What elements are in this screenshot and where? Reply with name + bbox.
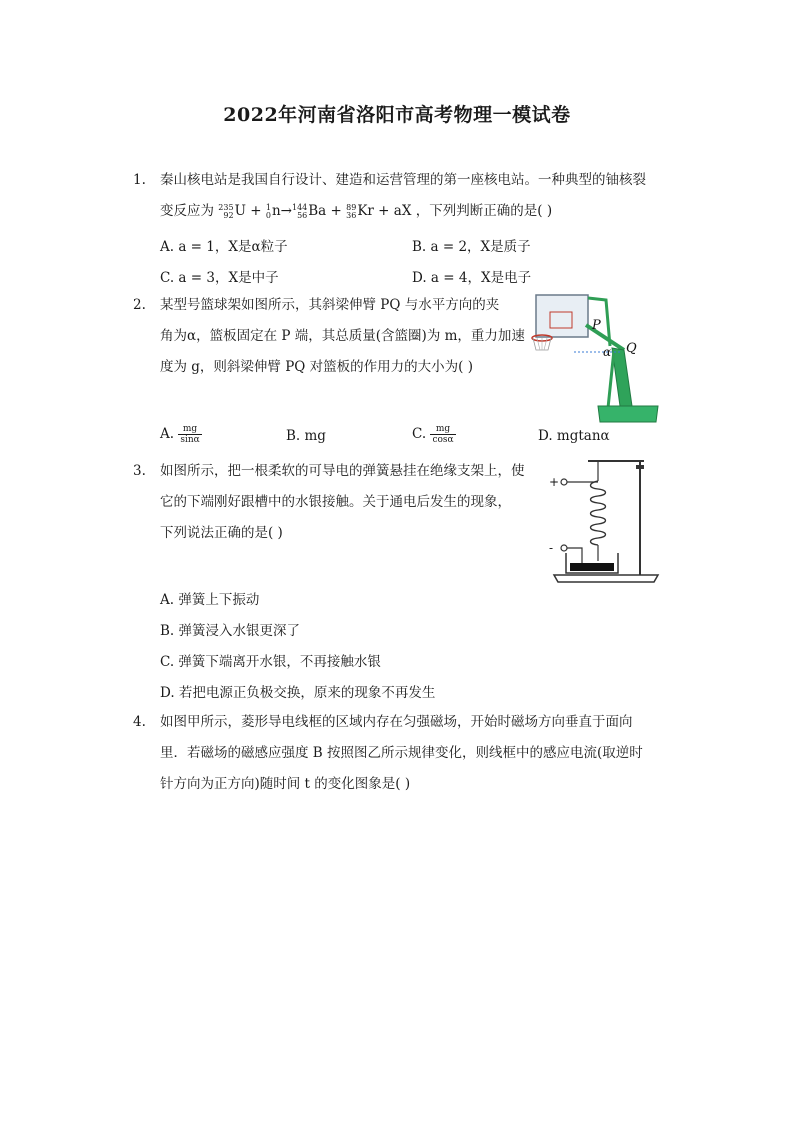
question-number: 3. (133, 463, 146, 479)
point-q-label: Q (626, 341, 637, 356)
option-b[interactable]: B. a = 2，X是质子 (412, 239, 531, 255)
angle-alpha-label: α (603, 345, 612, 359)
option-d[interactable]: D. a = 4，X是电子 (412, 270, 532, 286)
option-a[interactable]: A. $\frac{mg}{\sin\alpha}$ (160, 424, 200, 445)
option-a[interactable]: A. a = 1，X是α粒子 (160, 239, 288, 255)
option-b[interactable]: B. 弹簧浸入水银更深了 (160, 623, 301, 639)
question-number: 4. (133, 714, 146, 730)
page-title: 2022年河南省洛阳市高考物理一模试卷 (223, 104, 571, 126)
question-text: 度为 g，则斜梁伸臂 PQ 对篮板的作用力的大小为( ) (160, 359, 473, 375)
option-c[interactable]: C. a = 3，X是中子 (160, 270, 279, 286)
option-a[interactable]: A. 弹簧上下振动 (160, 592, 260, 608)
option-d[interactable]: D. mgtanα (538, 428, 610, 444)
question-number: 2. (133, 297, 146, 313)
fission-equation: 235 92 U + 1 0 n→ 144 56 Ba + 89 36 Kr + aX (218, 202, 412, 220)
question-text: 角为α，篮板固定在 P 端，其总质量(含篮圈)为 m，重力加速 (160, 328, 525, 344)
question-text: 秦山核电站是我国自行设计、建造和运营管理的第一座核电站。一种典型的铀核裂 (160, 172, 646, 188)
fraction: $\frac{mg}{\cos\alpha}$ (432, 424, 454, 445)
question-text: 它的下端刚好跟槽中的水银接触。关于通电后发生的现象， (160, 494, 511, 510)
option-c[interactable]: C. $\frac{mg}{\cos\alpha}$ (412, 424, 454, 445)
option-d[interactable]: D. 若把电源正负极交换，原来的现象不再发生 (160, 685, 436, 701)
fraction: $\frac{mg}{\sin\alpha}$ (180, 424, 200, 445)
point-p-label: P (592, 318, 601, 333)
question-equation-line: 变反应为 235 92 U + 1 0 n→ 144 56 Ba + 89 36 Kr + aX ，下列判断正确的是( ) (160, 202, 553, 220)
question-text: 针方向为正方向)随时间 t 的变化图象是( ) (160, 776, 411, 792)
question-text: 下列说法正确的是( ) (160, 525, 283, 541)
question-text: 如图所示，把一根柔软的可导电的弹簧悬挂在绝缘支架上，使 (160, 463, 525, 479)
spring-mercury-figure (540, 455, 665, 587)
option-c[interactable]: C. 弹簧下端离开水银，不再接触水银 (160, 654, 381, 670)
question-text: 某型号篮球架如图所示，其斜梁伸臂 PQ 与水平方向的夹 (160, 297, 500, 313)
question-text: 里．若磁场的磁感应强度 B 按照图乙所示规律变化，则线框中的感应电流(取逆时 (160, 745, 643, 761)
question-number: 1. (133, 172, 146, 188)
question-text: 如图甲所示，菱形导电线框的区域内存在匀强磁场，开始时磁场方向垂直于面向 (160, 714, 633, 730)
negative-terminal-label: - (549, 541, 554, 555)
option-b[interactable]: B. mg (286, 428, 326, 444)
positive-terminal-label: + (549, 475, 560, 489)
basketball-stand-figure (528, 290, 668, 430)
